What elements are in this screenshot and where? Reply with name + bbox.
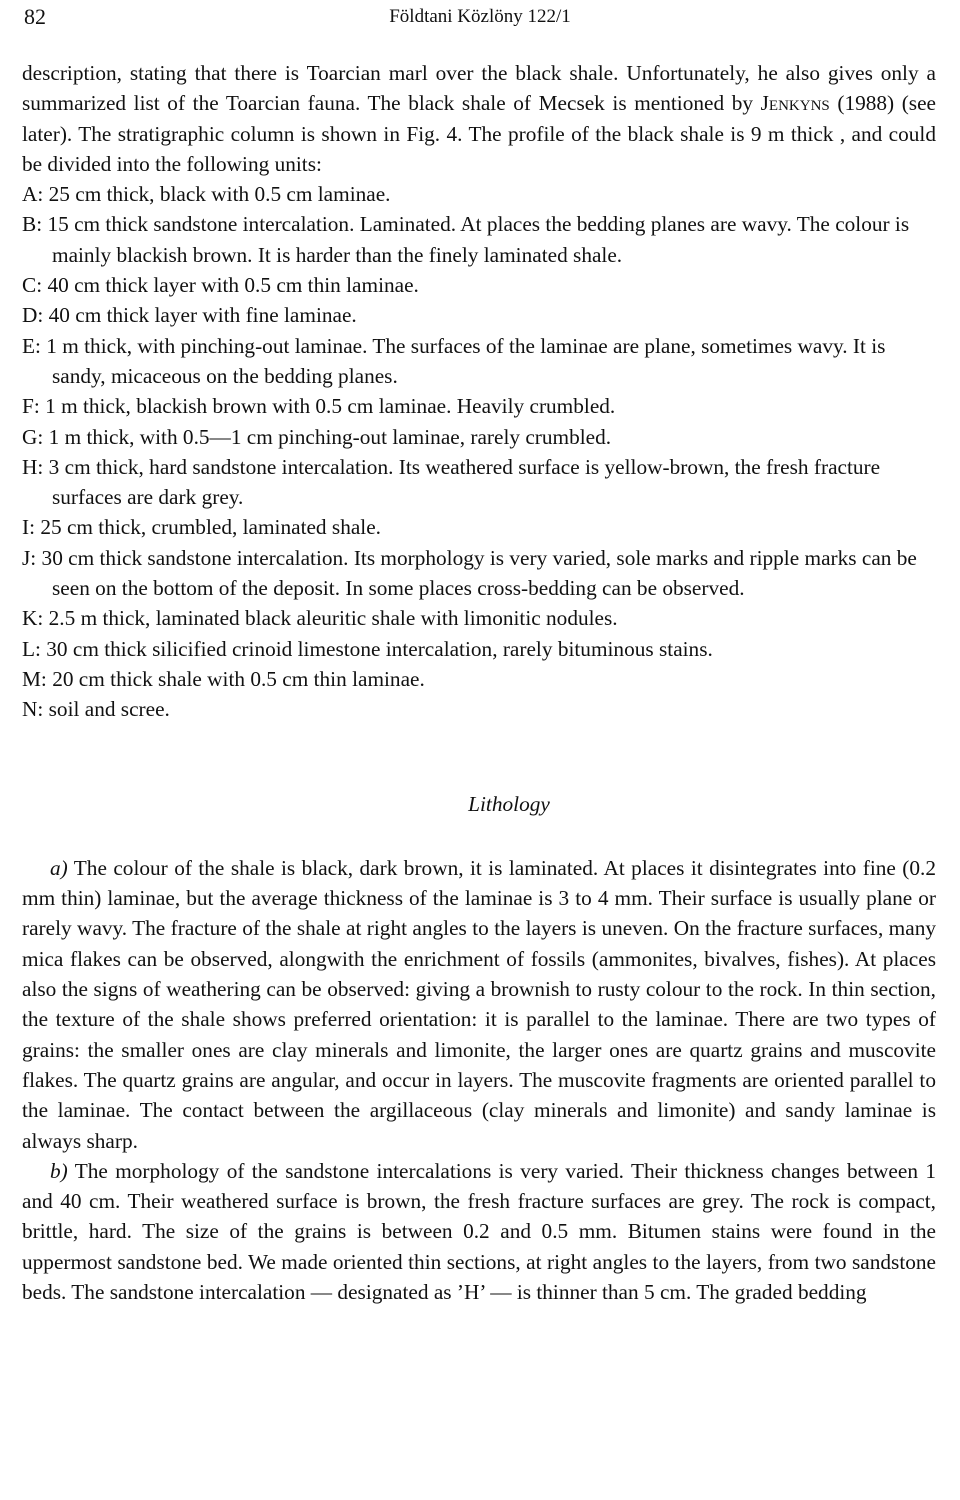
unit-item [22,209,936,270]
author-name: Jenkyns [760,91,830,116]
unit-text: 15 cm thick sandstone intercalation. Laminated. At places the bedding planes are wavy. The colour is mainly blackish brown. It is harder than the finely laminated shale. [47,212,910,267]
unit-letter: I: [22,515,36,540]
unit-letter: B: [22,212,43,237]
unit-item [22,694,936,724]
unit-item [22,270,936,300]
unit-letter: E: [22,333,41,358]
unit-item [22,300,936,330]
page-number: 82 [24,4,46,29]
unit-letter: K: [22,606,44,631]
unit-letter: G: [22,424,44,449]
unit-list [22,179,936,724]
unit-item [22,391,936,421]
paragraph-label: a) [50,855,68,880]
unit-item [22,634,936,664]
unit-letter: J: [22,545,37,570]
unit-text: 2.5 m thick, laminated black aleuritic shale with limonitic nodules. [48,606,618,631]
unit-letter: L: [22,636,41,661]
unit-item [22,422,936,452]
intro-text-2: (1988) (see later). The stratigraphic column is shown in Fig. 4. The profile of the black shale is 9 m thick , and could be divided into the following units: [22,91,937,176]
unit-text: soil and scree. [48,697,170,722]
unit-text: 40 cm thick layer with 0.5 cm thin laminae. [47,273,419,298]
unit-item [22,452,936,513]
unit-letter: N: [22,697,44,722]
unit-item [22,664,936,694]
lithology-paragraph-b [22,1156,936,1307]
unit-text: 1 m thick, with pinching-out laminae. The surfaces of the laminae are plane, sometimes wavy. It is sandy, micaceous on the bedding planes. [46,333,886,388]
unit-text: 25 cm thick, black with 0.5 cm laminae. [48,182,391,207]
unit-text: 1 m thick, with 0.5—1 cm pinching-out laminae, rarely crumbled. [48,424,612,449]
section-title-lithology: Lithology [468,791,550,816]
unit-text: 1 m thick, blackish brown with 0.5 cm laminae. Heavily crumbled. [45,394,616,419]
unit-letter: C: [22,273,43,298]
paragraph-text: The colour of the shale is black, dark brown, it is laminated. At places it disintegrates into fine (0.2 mm thin) laminae, but the average thickness of the laminae is 3 to 4 mm. Their surface is usually plane or rarely wavy. The fracture of the shale at right angles to the layers is uneven. On the fracture surfaces, many mica flakes can be observed, alongwith the enrichment of fossils (ammonites, bivalves, fishes). At places also the signs of weathering can be observed: giving a brownish to rusty colour to the rock. In thin section, the texture of the shale shows preferred orientation: it is parallel to the laminae. There are two types of grains: the smaller ones are clay minerals and limonite, the larger ones are quartz grains and muscovite flakes. The quartz grains are angular, and occur in layers. The muscovite fragments are oriented parallel to the laminae. The contact between the argillaceous (clay minerals and limonite) and sandy laminae is always sharp. [22,855,936,1153]
page-header [24,4,936,32]
unit-letter: D: [22,303,44,328]
unit-text: 25 cm thick, crumbled, laminated shale. [40,515,381,540]
page-body [22,58,936,1307]
unit-letter: M: [22,666,47,691]
unit-item [22,179,936,209]
intro-paragraph [22,58,936,179]
unit-text: 20 cm thick shale with 0.5 cm thin laminae. [52,666,425,691]
unit-item [22,543,936,604]
paragraph-label: b) [50,1158,68,1183]
lithology-paragraph-a [22,853,936,1156]
unit-text: 3 cm thick, hard sandstone intercalation. Its weathered surface is yellow-brown, the fresh fracture surfaces are dark grey. [48,454,881,510]
unit-text: 40 cm thick layer with fine laminae. [48,303,357,328]
unit-text: 30 cm thick sandstone intercalation. Its morphology is very varied, sole marks and ripple marks can be seen on the bottom of the deposit. In some places cross-bedding can be observed. [41,545,917,601]
unit-item [22,512,936,542]
unit-item [22,331,936,392]
unit-item [22,603,936,633]
paragraph-text: The morphology of the sandstone intercalations is very varied. Their thickness changes between 1 and 40 cm. Their weathered surface is brown, the fresh fracture surfaces are grey. The rock is compact, brittle, hard. The size of the grains is between 0.2 and 0.5 mm. Bitumen stains were found in the uppermost sandstone bed. We made oriented thin sections, at right angles to the layers, from two sandstone beds. The sandstone intercalation — designated as ’H’ — is thinner than 5 cm. The graded bedding [22,1158,936,1304]
unit-letter: A: [22,182,44,207]
journal-title: Földtani Közlöny 122/1 [389,6,571,27]
unit-text: 30 cm thick silicified crinoid limestone intercalation, rarely bituminous stains. [46,636,713,661]
unit-letter: F: [22,394,40,419]
intro-text-1: description, stating that there is Toarcian marl over the black shale. Unfortunately, he also gives only a summarized list of the Toarcian fauna. The black shale of Mecsek is mentioned by [22,61,936,116]
unit-letter: H: [22,454,44,479]
